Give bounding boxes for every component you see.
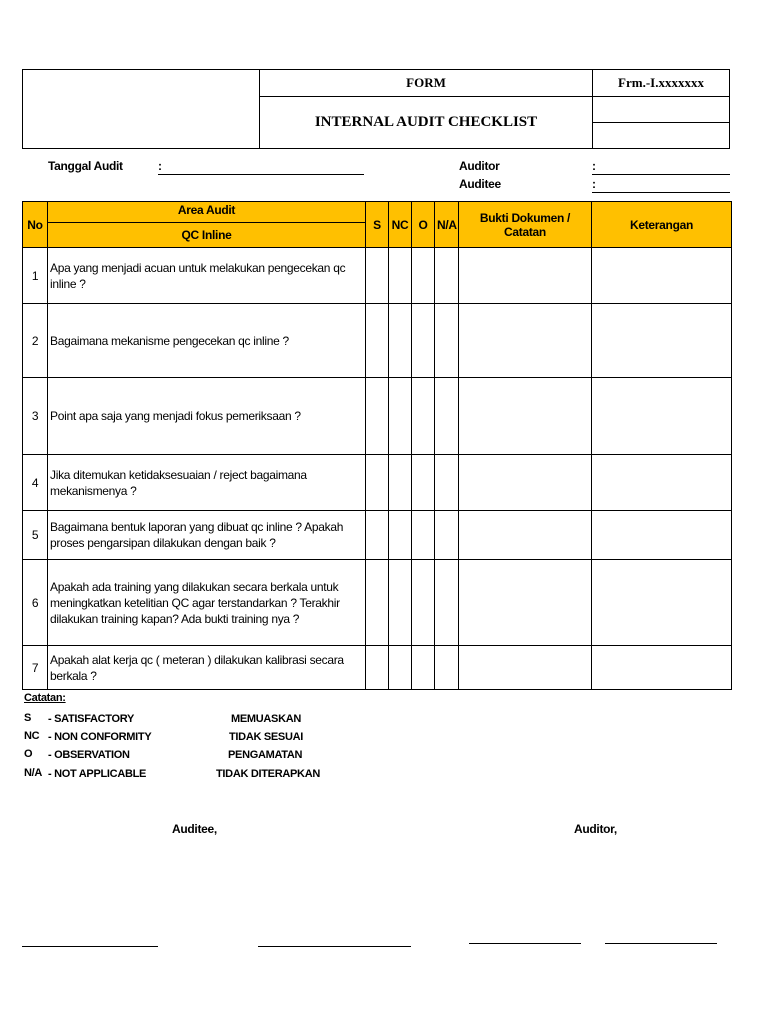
table-row	[23, 511, 732, 560]
cell-nc[interactable]	[389, 455, 412, 511]
cell-keterangan[interactable]	[592, 248, 732, 304]
auditee-signature-label: Auditee,	[172, 822, 217, 836]
row-question: Bagaimana mekanisme pengecekan qc inline ?	[48, 304, 366, 378]
legend-en-na: - NOT APPLICABLE	[48, 768, 147, 780]
cell-nc[interactable]	[389, 378, 412, 455]
legend-id-nc: TIDAK SESUAI	[229, 731, 304, 743]
legend-code-nc: NC	[24, 730, 40, 742]
tanggal-colon: :	[158, 159, 162, 173]
table-row	[23, 646, 732, 690]
cell-s[interactable]	[366, 560, 389, 646]
header-no: No	[23, 202, 48, 248]
cell-keterangan[interactable]	[592, 378, 732, 455]
auditor-signature-label: Auditor,	[574, 822, 617, 836]
header-o: O	[412, 202, 435, 248]
cell-o[interactable]	[412, 304, 435, 378]
header-area-audit-label: Area Audit	[48, 203, 365, 223]
form-label: FORM	[260, 70, 593, 97]
auditee-signature-line-2[interactable]	[258, 946, 411, 947]
auditee-field[interactable]	[592, 192, 730, 193]
table-row	[23, 560, 732, 646]
form-code-row-2	[593, 97, 729, 123]
cell-keterangan[interactable]	[592, 304, 732, 378]
row-number: 2	[23, 304, 48, 378]
row-question: Apakah ada training yang dilakukan secara berkala untuk meningkatkan ketelitian QC agar terstandarkan ? Terakhir dilakukan training kapan? Ada bukti training nya ?	[48, 560, 366, 646]
table-row	[23, 248, 732, 304]
tanggal-audit-field[interactable]	[158, 174, 364, 175]
cell-na[interactable]	[435, 304, 459, 378]
legend-id-o: PENGAMATAN	[228, 749, 303, 761]
cell-keterangan[interactable]	[592, 455, 732, 511]
cell-o[interactable]	[412, 511, 435, 560]
header-area-audit	[48, 202, 366, 248]
row-question: Apakah alat kerja qc ( meteran ) dilakukan kalibrasi secara berkala ?	[48, 646, 366, 690]
cell-o[interactable]	[412, 646, 435, 690]
row-question: Apa yang menjadi acuan untuk melakukan pengecekan qc inline ?	[48, 248, 366, 304]
header-s: S	[366, 202, 389, 248]
form-header	[22, 69, 730, 149]
cell-o[interactable]	[412, 455, 435, 511]
row-number: 3	[23, 378, 48, 455]
header-area-name: QC Inline	[181, 227, 232, 242]
cell-na[interactable]	[435, 378, 459, 455]
table-row	[23, 304, 732, 378]
cell-na[interactable]	[435, 248, 459, 304]
auditee-signature-line-1[interactable]	[22, 946, 158, 947]
auditee-label: Auditee	[459, 177, 501, 191]
row-number: 7	[23, 646, 48, 690]
auditee-colon: :	[592, 177, 596, 191]
row-question: Bagaimana bentuk laporan yang dibuat qc inline ? Apakah proses pengarsipan dilakukan dengan baik ?	[48, 511, 366, 560]
cell-bukti[interactable]	[459, 248, 592, 304]
header-nc: NC	[389, 202, 412, 248]
legend-code-s: S	[24, 712, 32, 724]
auditor-signature-line-2[interactable]	[605, 943, 717, 944]
auditor-field[interactable]	[592, 174, 730, 175]
table-row	[23, 455, 732, 511]
form-code-row-3	[593, 123, 729, 148]
auditor-signature-line-1[interactable]	[469, 943, 581, 944]
cell-o[interactable]	[412, 248, 435, 304]
form-title: INTERNAL AUDIT CHECKLIST	[260, 97, 593, 148]
legend-en-nc: - NON CONFORMITY	[48, 731, 152, 743]
cell-keterangan[interactable]	[592, 646, 732, 690]
header-bukti: Bukti Dokumen / Catatan	[459, 202, 592, 248]
cell-o[interactable]	[412, 378, 435, 455]
cell-bukti[interactable]	[459, 560, 592, 646]
cell-keterangan[interactable]	[592, 511, 732, 560]
legend-id-s: MEMUASKAN	[231, 713, 302, 725]
table-header-row	[23, 202, 732, 248]
cell-s[interactable]	[366, 304, 389, 378]
cell-s[interactable]	[366, 455, 389, 511]
cell-nc[interactable]	[389, 646, 412, 690]
row-number: 6	[23, 560, 48, 646]
cell-nc[interactable]	[389, 248, 412, 304]
legend-en-s: - SATISFACTORY	[48, 713, 135, 725]
row-number: 1	[23, 248, 48, 304]
audit-checklist-table	[22, 201, 732, 690]
header-na: N/A	[435, 202, 459, 248]
cell-bukti[interactable]	[459, 646, 592, 690]
auditor-colon: :	[592, 159, 596, 173]
legend-code-o: O	[24, 748, 33, 760]
cell-s[interactable]	[366, 378, 389, 455]
cell-na[interactable]	[435, 646, 459, 690]
cell-bukti[interactable]	[459, 455, 592, 511]
legend-en-o: - OBSERVATION	[48, 749, 130, 761]
cell-na[interactable]	[435, 455, 459, 511]
logo-area	[23, 70, 260, 148]
legend-title: Catatan:	[24, 692, 66, 704]
cell-bukti[interactable]	[459, 511, 592, 560]
cell-bukti[interactable]	[459, 378, 592, 455]
tanggal-audit-label: Tanggal Audit	[48, 159, 123, 173]
cell-s[interactable]	[366, 511, 389, 560]
cell-s[interactable]	[366, 248, 389, 304]
row-number: 5	[23, 511, 48, 560]
cell-s[interactable]	[366, 646, 389, 690]
form-code: Frm.-I.xxxxxxx	[593, 70, 729, 97]
cell-keterangan[interactable]	[592, 560, 732, 646]
row-number: 4	[23, 455, 48, 511]
cell-o[interactable]	[412, 560, 435, 646]
cell-na[interactable]	[435, 560, 459, 646]
legend-code-na: N/A	[24, 767, 43, 779]
row-question: Jika ditemukan ketidaksesuaian / reject bagaimana mekanismenya ?	[48, 455, 366, 511]
cell-nc[interactable]	[389, 560, 412, 646]
cell-na[interactable]	[435, 511, 459, 560]
legend-id-na: TIDAK DITERAPKAN	[216, 768, 320, 780]
cell-nc[interactable]	[389, 511, 412, 560]
cell-nc[interactable]	[389, 304, 412, 378]
row-question: Point apa saja yang menjadi fokus pemeriksaan ?	[48, 378, 366, 455]
cell-bukti[interactable]	[459, 304, 592, 378]
table-row	[23, 378, 732, 455]
header-keterangan: Keterangan	[592, 202, 732, 248]
auditor-label: Auditor	[459, 159, 500, 173]
